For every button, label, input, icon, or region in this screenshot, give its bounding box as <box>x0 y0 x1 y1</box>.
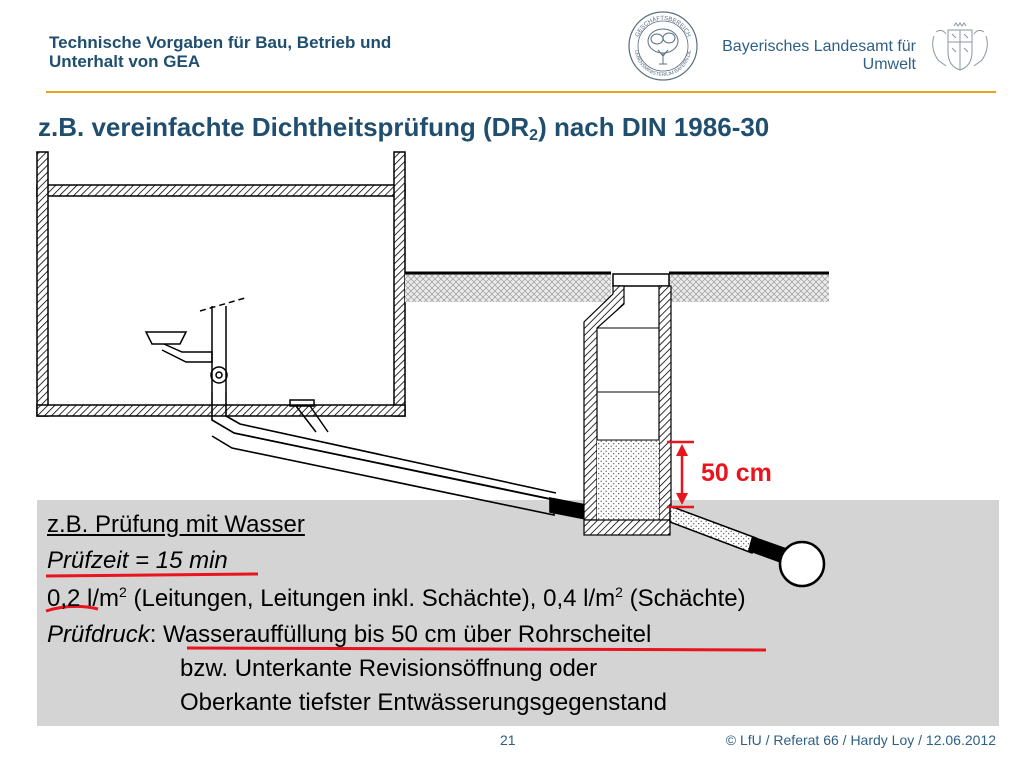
svg-text:LEBENSMINISTERIUM BAYERN.DE: LEBENSMINISTERIUM BAYERN.DE <box>633 49 693 79</box>
test-plug-icon <box>780 542 824 586</box>
slide-title: z.B. vereinfachte Dichtheitsprüfung $(DR_2)$ nach DIN 1986-30 <box>38 112 770 144</box>
content-line-6: Oberkante tiefster Entwässerungsgegenstand <box>180 689 667 716</box>
header-line-2: Unterhalt von GEA <box>49 52 201 71</box>
slide-number: 21 <box>500 732 516 748</box>
organisation-line-1: Bayerisches Landesamt für <box>722 38 916 55</box>
outlet-pipe <box>670 506 824 586</box>
content-line-1: z.B. Prüfung mit Wasser <box>47 511 305 538</box>
measure-label: 50 cm <box>701 459 772 487</box>
content-line-3: 0,2 $l/m^2$ (Leitungen, Leitungen inkl. Schächte), 0,4 $l/m^2$ (Schächte) <box>47 584 746 612</box>
content-line-5: bzw. Unterkante Revisionsöffnung oder <box>180 655 598 682</box>
header-line-1: Technische Vorgaben für Bau, Betrieb und <box>49 33 392 52</box>
content-line-4: Prüfdruck: Wasserauffüllung bis 50 cm über Rohrscheitel <box>47 621 652 648</box>
content-line-2: Prüfzeit = 15 min <box>47 547 228 574</box>
footer-credit: © LfU / Referat 66 / Hardy Loy / 12.06.2012 <box>725 732 996 748</box>
svg-text:GESCHÄFTSBEREICH: GESCHÄFTSBEREICH <box>634 15 692 39</box>
organisation-line-2: Umwelt <box>862 56 916 73</box>
sink-fixture <box>146 298 245 392</box>
inspection-shaft <box>584 274 671 535</box>
